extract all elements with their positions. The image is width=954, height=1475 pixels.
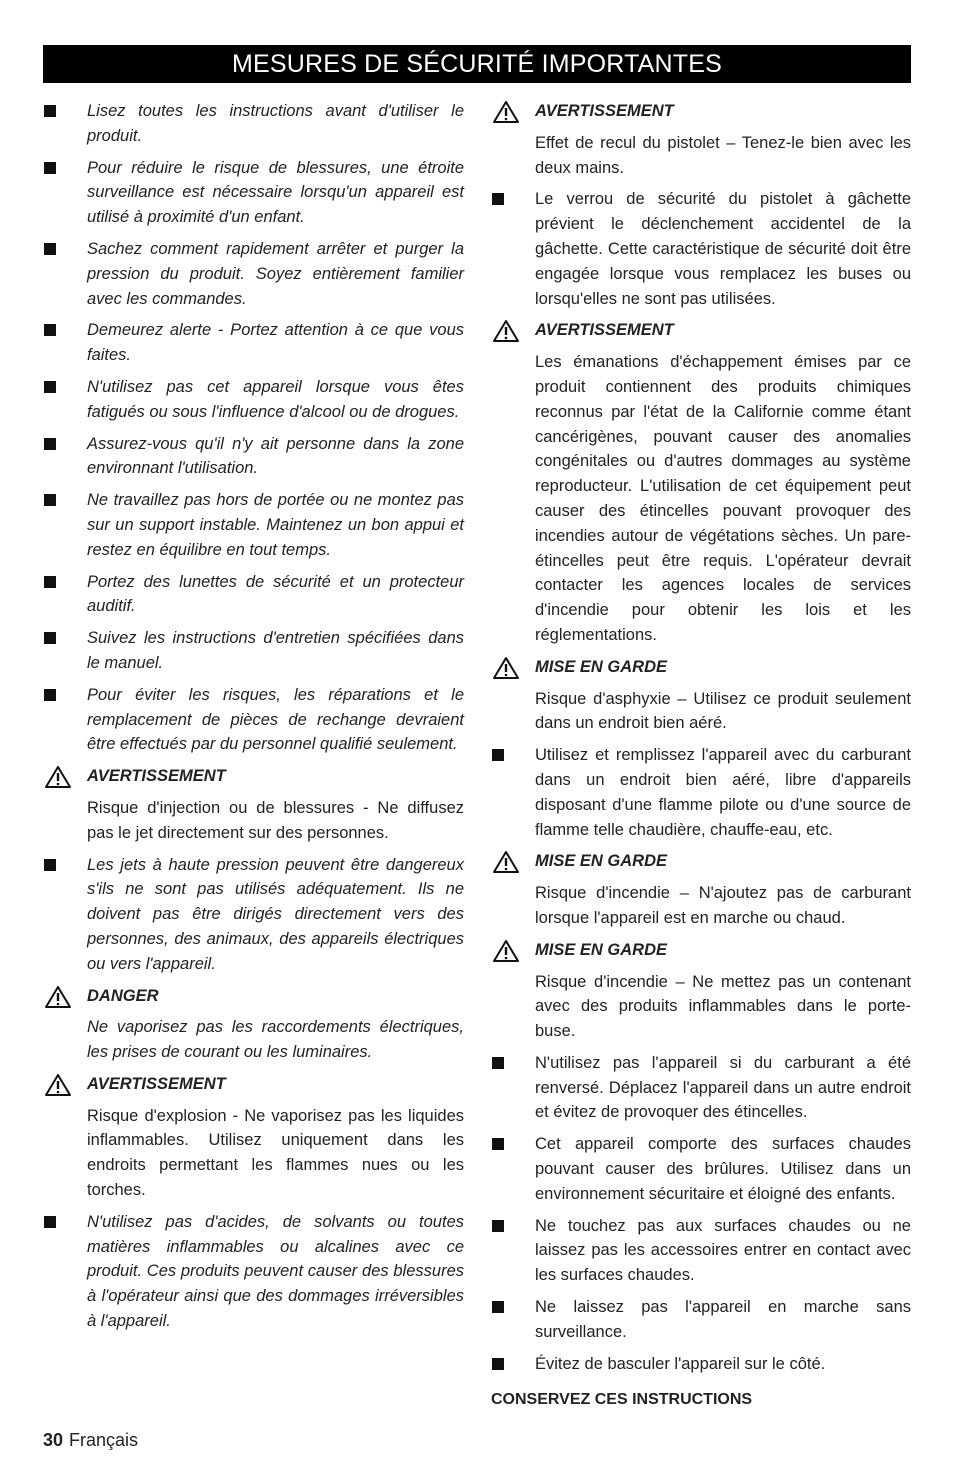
- warning-triangle-icon: [492, 656, 520, 680]
- bullet-item: [43, 853, 464, 977]
- right-column: [491, 99, 911, 1412]
- bullet-item: [43, 375, 464, 425]
- bullet-text: Utilisez et remplissez l'appareil avec du carburant dans un endroit bien aéré, libre d'appareils disposant d'une flamme pilote ou d'une source de flamme telle chaudière, chauffe-eau, etc.: [535, 746, 911, 839]
- bullet-text: Suivez les instructions d'entretien spécifiées dans le manuel.: [87, 629, 464, 672]
- bullet-item: [491, 1295, 911, 1345]
- bullet-square-icon: [44, 243, 56, 255]
- bullet-text: Les jets à haute pression peuvent être dangereux s'ils ne sont pas utilisés adéquatement. Ils ne doivent pas être dirigés directement vers des personnes, des animaux, des appareils électriques ou vers l'appareil.: [87, 855, 464, 973]
- warning-label: MISE EN GARDE: [535, 940, 668, 959]
- warning-label: AVERTISSEMENT: [87, 1074, 226, 1093]
- warning-text: Les émanations d'échappement émises par ce produit contiennent des produits chimiques reconnus par l'état de la Californie comme étant cancérigènes, pouvant causer des anomalies congénitales ou d'autres dommages au système reproducteur. L'utilisation de cet équipement peut causer des étincelles pouvant provoquer des incendies autour de végétations sèches. Un pare-étincelles peut être requis. L'opérateur devrait contacter les agences locales de services d'incendie pour obtenir les lois et les réglementations.: [535, 353, 911, 644]
- bullet-item: [491, 1352, 911, 1377]
- bullet-text: N'utilisez pas l'appareil si du carburant a été renversé. Déplacez l'appareil dans un autre endroit et évitez de provoquer des étincelles.: [535, 1053, 911, 1122]
- bullet-item: [491, 1132, 911, 1206]
- bullet-item: [43, 683, 464, 757]
- bullet-square-icon: [492, 193, 504, 205]
- warning-triangle-icon: [44, 1073, 72, 1097]
- warning-triangle-icon: [492, 850, 520, 874]
- bullet-square-icon: [492, 1301, 504, 1313]
- bullet-square-icon: [44, 105, 56, 117]
- footer-language: Français: [69, 1430, 139, 1450]
- bullet-item: [43, 1210, 464, 1334]
- bullet-square-icon: [44, 494, 56, 506]
- bullet-text: Pour éviter les risques, les réparations et le remplacement de pièces de rechange devraient être effectués par du personnel qualifié seulement.: [87, 685, 464, 754]
- warning-triangle-icon: [44, 985, 72, 1009]
- warning-text: Effet de recul du pistolet – Tenez-le bien avec les deux mains.: [535, 133, 911, 177]
- bullet-item: [43, 432, 464, 482]
- page-title: MESURES DE SÉCURITÉ IMPORTANTES: [43, 45, 911, 83]
- bullet-square-icon: [44, 576, 56, 588]
- bullet-text: N'utilisez pas d'acides, de solvants ou toutes matières inflammables ou alcalines avec ce produit. Ces produits peuvent causer des blessures à l'opérateur ainsi que des dommages irréversibles à l'appareil.: [87, 1212, 464, 1331]
- warning-text: Risque d'incendie – N'ajoutez pas de carburant lorsque l'appareil est en marche ou chaud.: [535, 884, 911, 927]
- bullet-text: Demeurez alerte - Portez attention à ce que vous faites.: [87, 321, 464, 365]
- bullet-item: [43, 626, 464, 676]
- warning-triangle-icon: [492, 100, 520, 124]
- bullet-item: [491, 1214, 911, 1288]
- warning-label: MISE EN GARDE: [535, 852, 668, 871]
- bullet-text: Évitez de basculer l'appareil sur le côté.: [535, 1354, 826, 1373]
- bullet-text: Portez des lunettes de sécurité et un protecteur auditif.: [87, 572, 464, 616]
- bullet-square-icon: [44, 324, 56, 336]
- warning-heading: [491, 655, 911, 680]
- bullet-item: [491, 1051, 911, 1125]
- bullet-text: Le verrou de sécurité du pistolet à gâchette prévient le déclenchement accidentel de la gâchette. Cette caractéristique de sécurité doit être engagée lorsque vous remplacez les buses ou lorsqu'elles ne sont pas utilisées.: [535, 190, 911, 308]
- bullet-text: Cet appareil comporte des surfaces chaudes pouvant causer des brûlures. Utilisez dans un environnement sécuritaire et éloigné des enfants.: [535, 1135, 911, 1203]
- bullet-item: [43, 570, 464, 620]
- warning-heading: [491, 849, 911, 874]
- bullet-text: N'utilisez pas cet appareil lorsque vous êtes fatigués ou sous l'influence d'alcool ou de drogues.: [87, 377, 464, 421]
- bullet-square-icon: [492, 1057, 504, 1069]
- warning-text: Ne vaporisez pas les raccordements électriques, les prises de courant ou les luminaires.: [87, 1018, 464, 1062]
- bullet-square-icon: [44, 381, 56, 393]
- bullet-item: [491, 187, 911, 311]
- warning-heading: [491, 318, 911, 343]
- bullet-square-icon: [44, 632, 56, 644]
- bullet-item: [43, 488, 464, 562]
- bullet-square-icon: [492, 1138, 504, 1150]
- warning-text: Risque d'incendie – Ne mettez pas un contenant avec des produits inflammables dans le porte-buse.: [535, 972, 911, 1041]
- warning-triangle-icon: [492, 319, 520, 343]
- bullet-item: [43, 318, 464, 368]
- warning-triangle-icon: [44, 765, 72, 789]
- bullet-text: Sachez comment rapidement arrêter et purger la pression du produit. Soyez entièrement familier avec les commandes.: [87, 239, 464, 308]
- left-column: [43, 99, 464, 1341]
- bullet-square-icon: [492, 1220, 504, 1232]
- warning-heading: [43, 984, 464, 1009]
- warning-text: Risque d'asphyxie – Utilisez ce produit seulement dans un endroit bien aéré.: [535, 689, 911, 733]
- warning-heading: [491, 99, 911, 124]
- bullet-text: Assurez-vous qu'il n'y ait personne dans la zone environnant l'utilisation.: [87, 434, 464, 478]
- warning-text: Risque d'injection ou de blessures - Ne diffusez pas le jet directement sur des personnes.: [87, 798, 464, 842]
- bullet-square-icon: [44, 438, 56, 450]
- bullet-square-icon: [44, 162, 56, 174]
- warning-heading: [43, 1072, 464, 1097]
- page-number: 30: [43, 1430, 64, 1450]
- bullet-item: [43, 156, 464, 230]
- warning-label: DANGER: [87, 986, 159, 1005]
- conserve-instructions: CONSERVEZ CES INSTRUCTIONS: [491, 1391, 753, 1409]
- bullet-text: Ne touchez pas aux surfaces chaudes ou ne laissez pas les accessoires entrer en contact avec les surfaces chaudes.: [535, 1216, 911, 1285]
- page-footer: [43, 1430, 138, 1451]
- warning-heading: [491, 938, 911, 963]
- bullet-text: Ne laissez pas l'appareil en marche sans surveillance.: [535, 1298, 911, 1341]
- bullet-item: [43, 237, 464, 311]
- warning-triangle-icon: [492, 939, 520, 963]
- bullet-text: Pour réduire le risque de blessures, une étroite surveillance est nécessaire lorsqu'un appareil est utilisé à proximité d'un enfant.: [87, 158, 464, 227]
- bullet-item: [43, 99, 464, 149]
- warning-label: AVERTISSEMENT: [87, 767, 226, 786]
- bullet-square-icon: [44, 689, 56, 701]
- bullet-square-icon: [492, 749, 504, 761]
- bullet-square-icon: [492, 1358, 504, 1370]
- bullet-square-icon: [44, 859, 56, 871]
- bullet-square-icon: [44, 1216, 56, 1228]
- warning-text: Risque d'explosion - Ne vaporisez pas les liquides inflammables. Utilisez uniquement dans les endroits permettant les flammes nues ou les torches.: [87, 1106, 464, 1200]
- warning-label: AVERTISSEMENT: [535, 102, 674, 120]
- bullet-item: [491, 743, 911, 842]
- bullet-text: Ne travaillez pas hors de portée ou ne montez pas sur un support instable. Maintenez un bon appui et restez en équilibre en tout temps.: [87, 491, 464, 559]
- bullet-text: Lisez toutes les instructions avant d'utiliser le produit.: [87, 102, 464, 145]
- warning-heading: [43, 764, 464, 789]
- warning-label: AVERTISSEMENT: [535, 321, 674, 340]
- warning-label: MISE EN GARDE: [535, 657, 668, 676]
